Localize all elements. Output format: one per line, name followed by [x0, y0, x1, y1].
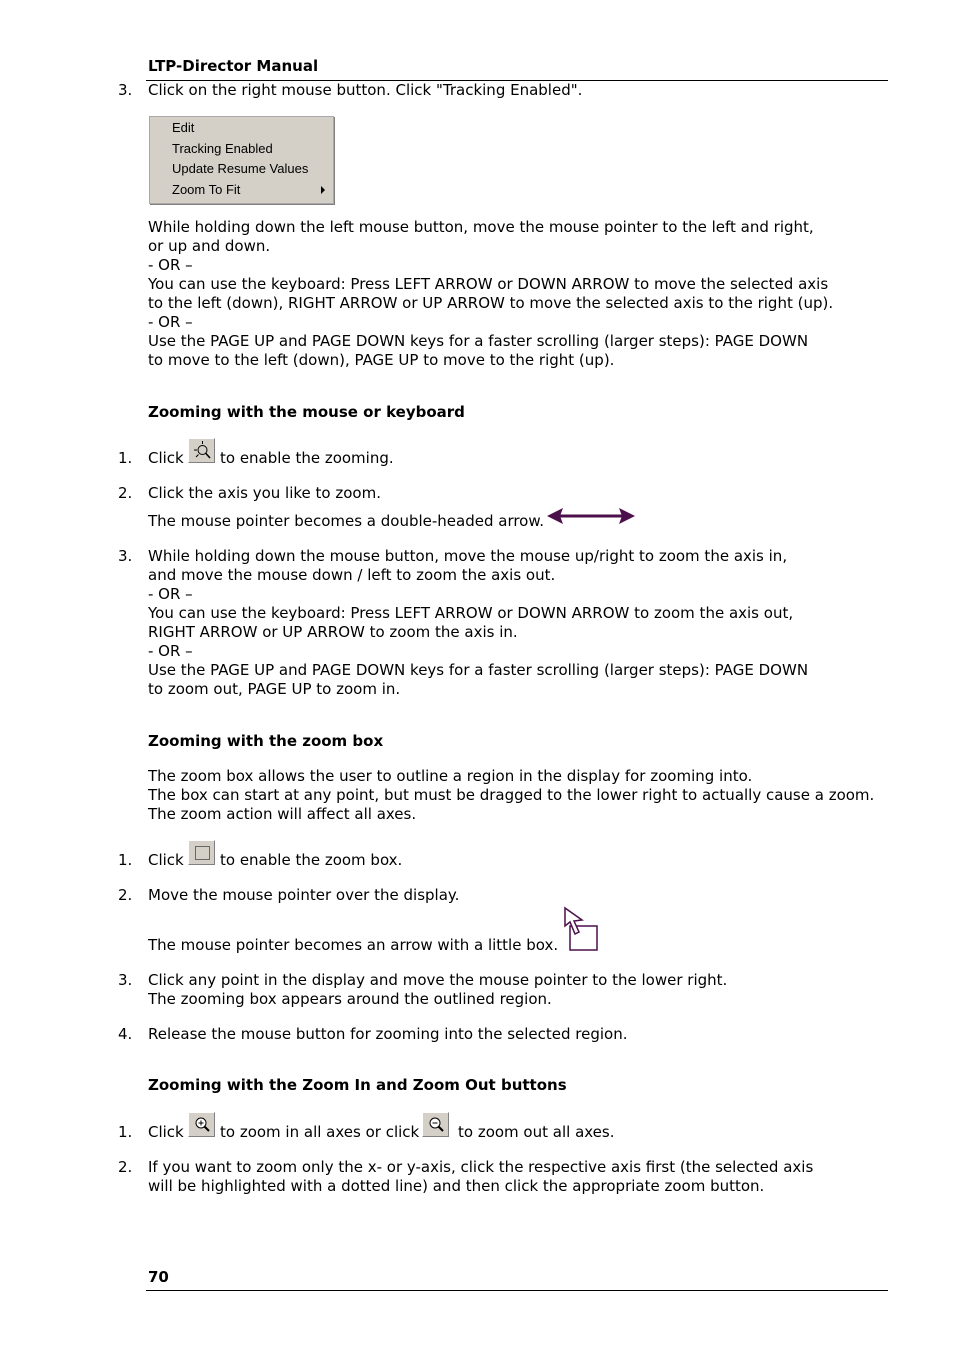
context-menu	[149, 116, 334, 204]
page-number: 70	[148, 1268, 169, 1286]
step-text: While holding down the mouse button, move the mouse up/right to zoom the axis in,	[148, 547, 788, 565]
step-text: and move the mouse down / left to zoom the axis out.	[148, 566, 556, 584]
step-text: If you want to zoom only the x- or y-axis, click the respective axis first (the selected axis	[148, 1158, 814, 1176]
paragraph-line: You can use the keyboard: Press LEFT ARROW or DOWN ARROW to move the selected axis	[148, 275, 829, 293]
section-heading: Zooming with the mouse or keyboard	[148, 403, 465, 421]
menu-item-zoom-to-fit[interactable]: Zoom To Fit	[172, 182, 241, 197]
zoom-mode-icon	[188, 438, 215, 463]
step-number: 3.	[118, 81, 133, 99]
step-text: to zoom out, PAGE UP to zoom in.	[148, 680, 401, 698]
zoom-in-icon	[188, 1112, 215, 1137]
step-number: 3.	[118, 971, 133, 989]
step-number: 2.	[118, 1158, 133, 1176]
paragraph-line: The box can start at any point, but must be dragged to the lower right to actually cause a zoom.	[148, 786, 875, 804]
step-number: 1.	[118, 449, 133, 467]
arrow-box-cursor-icon	[562, 906, 600, 954]
step-text: Click any point in the display and move the mouse pointer to the lower right.	[148, 971, 728, 989]
step-number: 2.	[118, 886, 133, 904]
step-number: 4.	[118, 1025, 133, 1043]
step-text: Use the PAGE UP and PAGE DOWN keys for a faster scrolling (larger steps): PAGE DOWN	[148, 661, 809, 679]
menu-item-tracking-enabled[interactable]: Tracking Enabled	[172, 141, 273, 156]
zoom-out-icon	[422, 1112, 449, 1137]
step-number: 2.	[118, 484, 133, 502]
step-text: - OR –	[148, 585, 193, 603]
step-number: 1.	[118, 1123, 133, 1141]
step-text: - OR –	[148, 642, 193, 660]
step-text: Click	[148, 449, 184, 467]
step-text: Click	[148, 1123, 184, 1141]
paragraph-line: - OR –	[148, 313, 193, 331]
step-text: Click on the right mouse button. Click "Tracking Enabled".	[148, 81, 583, 99]
submenu-arrow-icon	[321, 186, 325, 194]
step-text: to zoom in all axes or click	[220, 1123, 420, 1141]
step-text: to enable the zoom box.	[220, 851, 403, 869]
footer-rule	[146, 1290, 888, 1291]
manual-title: LTP-Director Manual	[148, 57, 319, 75]
step-text: to enable the zooming.	[220, 449, 394, 467]
step-text: The mouse pointer becomes a double-headed arrow.	[148, 512, 545, 530]
step-text: The mouse pointer becomes an arrow with a little box.	[148, 936, 559, 954]
step-text: to zoom out all axes.	[458, 1123, 615, 1141]
paragraph-line: Use the PAGE UP and PAGE DOWN keys for a faster scrolling (larger steps): PAGE DOWN	[148, 332, 809, 350]
paragraph-line: or up and down.	[148, 237, 271, 255]
paragraph-line: The zoom action will affect all axes.	[148, 805, 417, 823]
paragraph-line: The zoom box allows the user to outline a region in the display for zooming into.	[148, 767, 753, 785]
step-number: 3.	[118, 547, 133, 565]
step-text: Release the mouse button for zooming into the selected region.	[148, 1025, 628, 1043]
step-text: Move the mouse pointer over the display.	[148, 886, 460, 904]
zoom-box-icon	[188, 840, 215, 865]
menu-item-update-resume-values[interactable]: Update Resume Values	[172, 161, 309, 176]
paragraph-line: to the left (down), RIGHT ARROW or UP ARROW to move the selected axis to the right (up).	[148, 294, 834, 312]
step-text: will be highlighted with a dotted line) and then click the appropriate zoom button.	[148, 1177, 765, 1195]
step-text: Click the axis you like to zoom.	[148, 484, 381, 502]
step-text: You can use the keyboard: Press LEFT ARROW or DOWN ARROW to zoom the axis out,	[148, 604, 794, 622]
paragraph-line: While holding down the left mouse button, move the mouse pointer to the left and right,	[148, 218, 814, 236]
step-text: Click	[148, 851, 184, 869]
step-text: The zooming box appears around the outlined region.	[148, 990, 552, 1008]
section-heading: Zooming with the zoom box	[148, 732, 384, 750]
double-headed-arrow-icon	[547, 506, 635, 526]
paragraph-line: - OR –	[148, 256, 193, 274]
paragraph-line: to move to the left (down), PAGE UP to move to the right (up).	[148, 351, 615, 369]
section-heading: Zooming with the Zoom In and Zoom Out buttons	[148, 1076, 567, 1094]
step-text: RIGHT ARROW or UP ARROW to zoom the axis in.	[148, 623, 518, 641]
step-number: 1.	[118, 851, 133, 869]
menu-item-edit[interactable]: Edit	[172, 120, 195, 135]
